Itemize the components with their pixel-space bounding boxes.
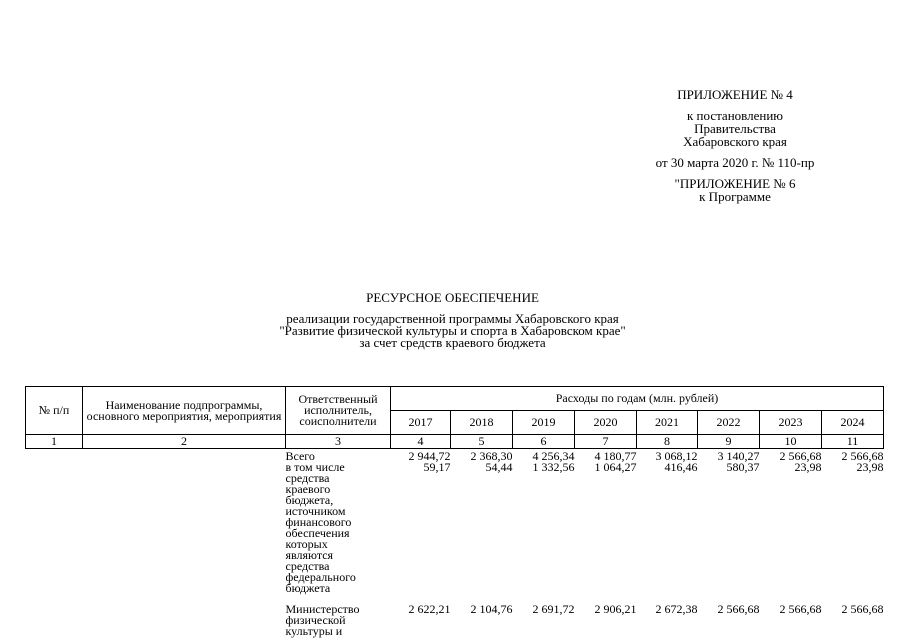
col-number: 11 xyxy=(822,435,884,449)
header-expenses: Расходы по годам (млн. рублей) xyxy=(391,387,884,411)
year-2018: 2018 xyxy=(451,411,513,435)
header-executor: Ответственный исполнитель, соисполнители xyxy=(286,387,391,435)
appendix-region: Хабаровского края xyxy=(683,134,787,149)
col-number: 3 xyxy=(286,435,391,449)
row-num-cell xyxy=(26,449,83,463)
title-main: РЕСУРСНОЕ ОБЕСПЕЧЕНИЕ xyxy=(366,290,539,305)
appendix-to-decree: к постановлению xyxy=(686,108,784,123)
year-2022: 2022 xyxy=(698,411,760,435)
value-cell: 2 622,21 xyxy=(408,602,451,616)
appendix-government: Правительства xyxy=(694,121,776,136)
value-cell: 4 256,34 xyxy=(532,449,575,463)
appendix-number: ПРИЛОЖЕНИЕ № 4 xyxy=(677,87,793,102)
appendix-header xyxy=(640,88,830,203)
column-numbers-row xyxy=(26,435,884,449)
title-line-1: реализации государственной программы Хабаровского края xyxy=(286,311,619,326)
value-cell: 2 906,21 xyxy=(594,602,637,616)
value-cell: 2 368,30 xyxy=(470,449,513,463)
header-name: Наименование подпрограммы, основного мероприятия, мероприятия xyxy=(83,387,286,435)
value-cell: 4 180,77 xyxy=(594,449,637,463)
value-cell: 2 566,68 xyxy=(779,602,822,616)
value-cell: 1 064,27 xyxy=(594,460,637,474)
year-2017: 2017 xyxy=(391,411,451,435)
value-cell: 2 944,72 xyxy=(408,449,451,463)
value-cell: 2 566,68 xyxy=(717,602,760,616)
row-num-cell xyxy=(26,594,83,637)
title-line-3: за счет средств краевого бюджета xyxy=(359,335,546,350)
year-2019: 2019 xyxy=(513,411,575,435)
title-line-2: "Развитие физической культуры и спорта в Хабаровском крае" xyxy=(279,323,626,338)
header-row xyxy=(26,387,884,411)
year-2024: 2024 xyxy=(822,411,884,435)
col-number: 1 xyxy=(26,435,83,449)
appendix-program-number: "ПРИЛОЖЕНИЕ № 6 xyxy=(674,176,796,191)
col-number: 2 xyxy=(83,435,286,449)
col-number: 8 xyxy=(637,435,698,449)
resources-table xyxy=(25,386,884,637)
value-cell: 1 332,56 xyxy=(532,460,575,474)
row-executor: в том числе средства краевого бюджета, источником финансового обеспечения которых являются средства федерального бюджета xyxy=(285,460,356,595)
value-cell: 3 140,27 xyxy=(717,449,760,463)
appendix-decree-date: от 30 марта 2020 г. № 110-пр xyxy=(655,155,815,170)
row-num-cell xyxy=(26,462,83,594)
col-number: 9 xyxy=(698,435,760,449)
table-row xyxy=(26,594,884,637)
value-cell: 2 672,38 xyxy=(655,602,698,616)
value-cell: 416,46 xyxy=(664,460,698,474)
table-row xyxy=(26,462,884,594)
year-2023: 2023 xyxy=(760,411,822,435)
value-cell: 2 566,68 xyxy=(841,449,884,463)
value-cell: 59,17 xyxy=(423,460,451,474)
row-name-cell xyxy=(83,449,286,463)
value-cell: 23,98 xyxy=(794,460,822,474)
value-cell: 23,98 xyxy=(856,460,884,474)
col-number: 7 xyxy=(575,435,637,449)
value-cell: 2 691,72 xyxy=(532,602,575,616)
row-name-cell xyxy=(83,594,286,637)
col-number: 10 xyxy=(760,435,822,449)
value-cell: 2 104,76 xyxy=(470,602,513,616)
appendix-to-program: к Программе xyxy=(699,189,771,204)
value-cell: 54,44 xyxy=(485,460,513,474)
row-executor: Министерство физической культуры и xyxy=(285,602,360,638)
col-number: 5 xyxy=(451,435,513,449)
value-cell: 3 068,12 xyxy=(655,449,698,463)
col-number: 6 xyxy=(513,435,575,449)
value-cell: 2 566,68 xyxy=(779,449,822,463)
row-executor: Всего xyxy=(285,449,315,463)
col-number: 4 xyxy=(391,435,451,449)
value-cell: 580,37 xyxy=(726,460,760,474)
year-2020: 2020 xyxy=(575,411,637,435)
document-title xyxy=(200,292,705,349)
row-name-cell xyxy=(83,462,286,594)
header-num: № п/п xyxy=(26,387,83,435)
year-2021: 2021 xyxy=(637,411,698,435)
value-cell: 2 566,68 xyxy=(841,602,884,616)
